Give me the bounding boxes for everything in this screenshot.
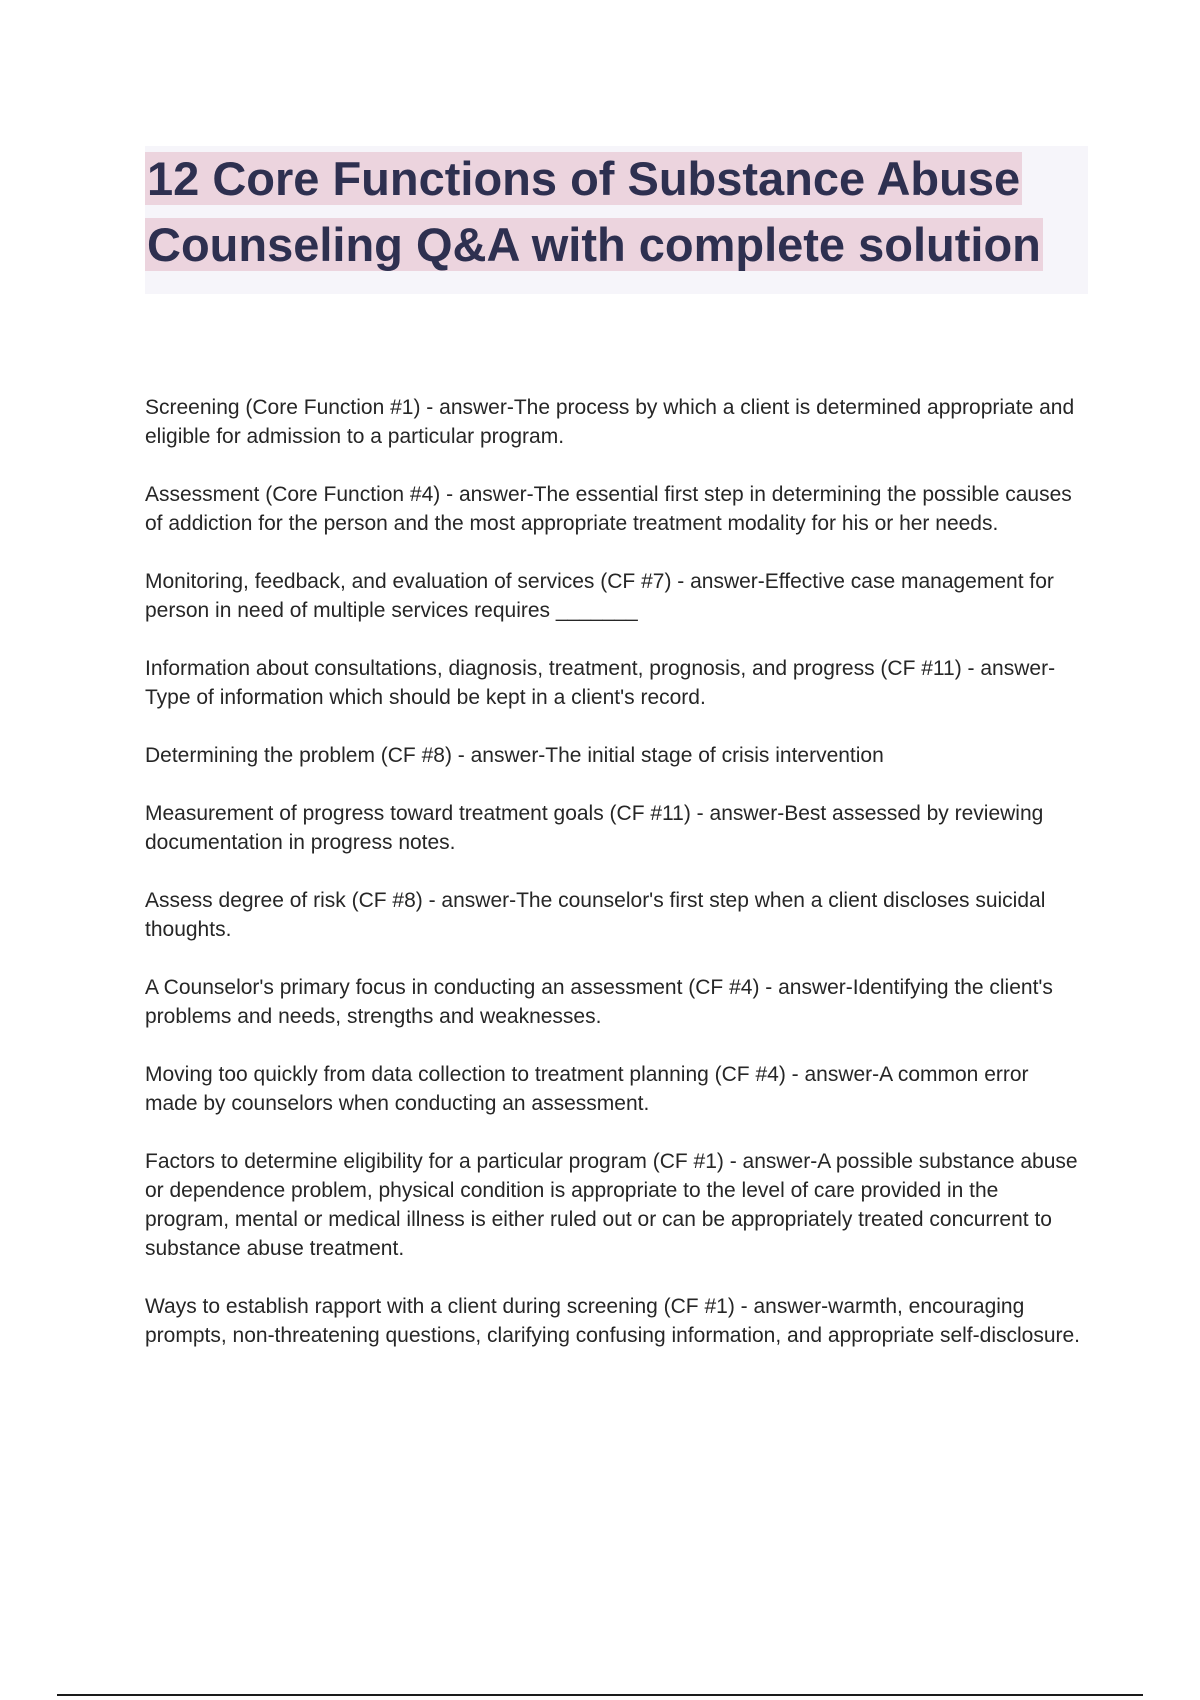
- qa-item: Moving too quickly from data collection to treatment planning (CF #4) - answer-A common error made by counselors when conducting an assessment.: [145, 1063, 1029, 1115]
- qa-item: A Counselor's primary focus in conducting an assessment (CF #4) - answer-Identifying the client's problems and needs, strengths and weaknesses.: [145, 976, 1053, 1028]
- qa-item: Ways to establish rapport with a client during screening (CF #1) - answer-warmth, encouraging prompts, non-threatening questions, clarifying confusing information, and appropriate self-disclosure.: [145, 1295, 1081, 1347]
- qa-item: Assessment (Core Function #4) - answer-The essential first step in determining the possible causes of addiction for the person and the most appropriate treatment modality for his or her needs.: [145, 483, 1072, 535]
- page-title: 12 Core Functions of Substance Abuse Counseling Q&A with complete solution: [147, 152, 1041, 271]
- footer-divider: [57, 1694, 1143, 1696]
- qa-item: Screening (Core Function #1) - answer-The process by which a client is determined appropriate and eligible for admission to a particular program.: [145, 396, 1075, 448]
- qa-item: Factors to determine eligibility for a particular program (CF #1) - answer-A possible substance abuse or dependence problem, physical condition is appropriate to the level of care provided in the program, mental or medical illness is either ruled out or can be appropriately treated concurrent to substance abuse treatment.: [145, 1150, 1078, 1260]
- qa-item: Measurement of progress toward treatment goals (CF #11) - answer-Best assessed by reviewing documentation in progress notes.: [145, 802, 1044, 854]
- qa-list: [145, 393, 1085, 1379]
- qa-item: Assess degree of risk (CF #8) - answer-The counselor's first step when a client discloses suicidal thoughts.: [145, 889, 1046, 941]
- qa-item: Information about consultations, diagnosis, treatment, prognosis, and progress (CF #11) - answer-Type of information which should be kept in a client's record.: [145, 657, 1056, 709]
- title-block: [145, 146, 1088, 294]
- qa-item: Monitoring, feedback, and evaluation of services (CF #7) - answer-Effective case management for person in need of multiple services requires _______: [145, 570, 1054, 622]
- qa-item: Determining the problem (CF #8) - answer-The initial stage of crisis intervention: [145, 744, 884, 767]
